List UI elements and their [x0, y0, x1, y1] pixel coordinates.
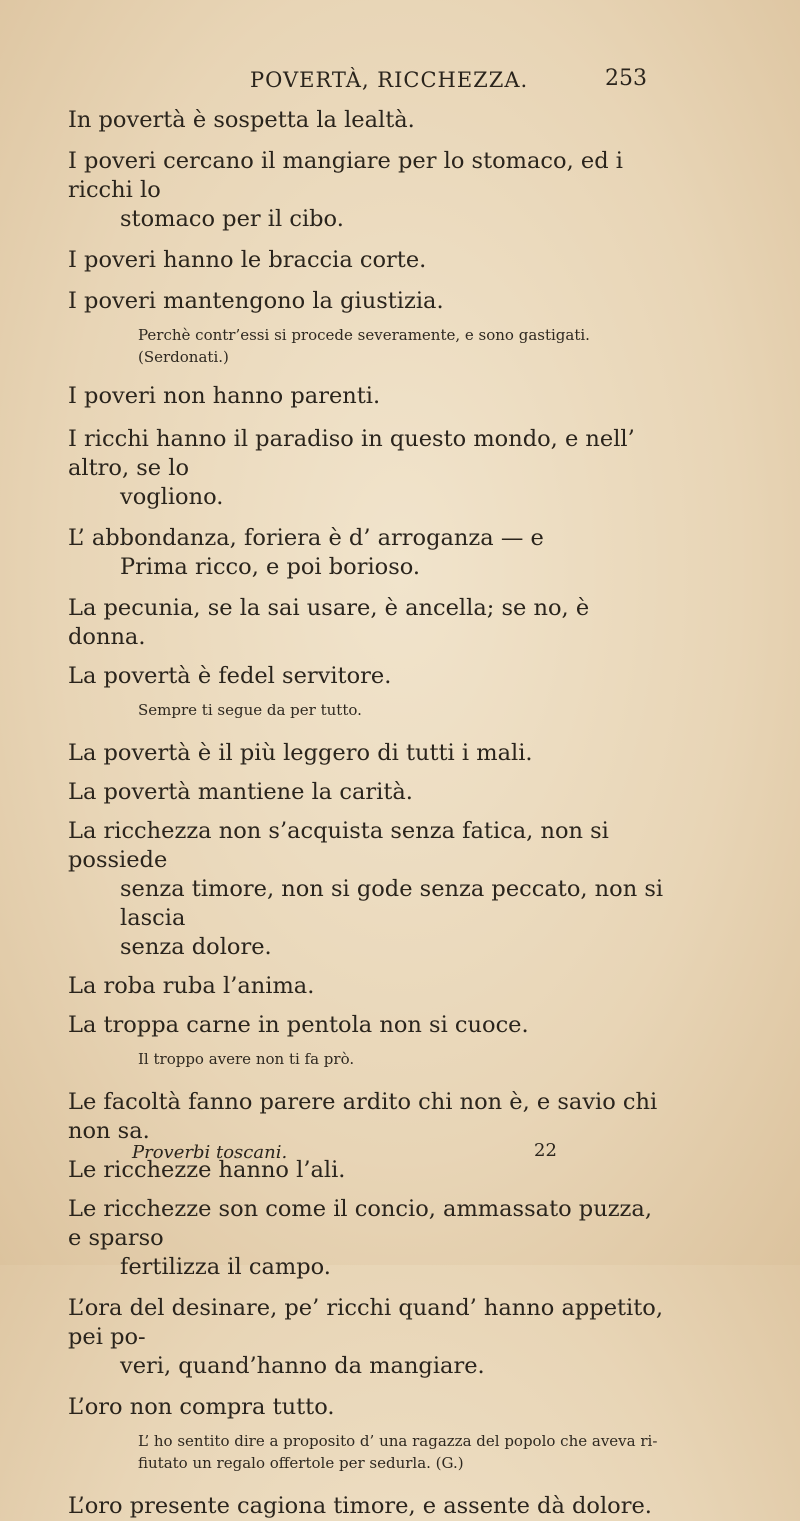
text-line: fertilizza il campo. — [120, 1254, 331, 1280]
text-line: Le ricchezze son come il concio, ammassato puzza, e sparso — [68, 1196, 652, 1251]
spacer — [68, 1282, 668, 1294]
proverb-entry — [68, 1393, 668, 1422]
spacer — [68, 1381, 668, 1393]
text-line: Le facoltà fanno parere ardito chi non è, e savio chi non sa. — [68, 1089, 658, 1144]
text-line: La pecunia, se la sai usare, è ancella; se no, è donna. — [68, 595, 590, 650]
text-line: Sempre ti segue da per tutto. — [138, 701, 362, 719]
text-line: veri, quand’hanno da mangiare. — [120, 1353, 485, 1379]
proverb-entry — [68, 246, 668, 275]
commentary-note — [68, 1430, 668, 1474]
spacer — [68, 962, 668, 972]
text-line: Perchè contr’essi si procede severamente, e sono gastigati. (Serdonati.) — [138, 326, 590, 366]
text-line: I poveri non hanno parenti. — [68, 383, 381, 409]
spacer — [68, 411, 668, 425]
spacer — [68, 135, 668, 147]
text-line: I poveri cercano il mangiare per lo stomaco, ed i ricchi lo — [68, 148, 623, 203]
text-line: I poveri mantengono la giustizia. — [68, 288, 444, 314]
text-line: L’ abbondanza, foriera è d’ arroganza — e — [68, 525, 544, 551]
proverb-entry — [68, 1088, 668, 1146]
proverb-list — [68, 106, 668, 1521]
text-line: senza timore, non si gode senza peccato, non si lascia — [120, 876, 664, 931]
spacer — [68, 316, 668, 324]
proverb-entry — [68, 778, 668, 807]
spacer — [68, 1474, 668, 1492]
text-line: L’oro presente cagiona timore, e assente dà dolore. — [68, 1493, 652, 1519]
proverb-entry — [68, 524, 668, 582]
spacer — [68, 1185, 668, 1195]
spacer — [68, 1070, 668, 1088]
text-line: vogliono. — [120, 484, 224, 510]
proverb-entry — [68, 972, 668, 1001]
commentary-note — [68, 699, 668, 721]
spacer — [68, 368, 668, 382]
page-footer — [132, 1142, 652, 1172]
text-line: I ricchi hanno il paradiso in questo mondo, e nell’ altro, se lo — [68, 426, 635, 481]
spacer — [68, 807, 668, 817]
text-line: La povertà è il più leggero di tutti i mali. — [68, 740, 533, 766]
spacer — [68, 768, 668, 778]
spacer — [68, 721, 668, 739]
text-line: stomaco per il cibo. — [120, 206, 344, 232]
page-number: 253 — [605, 66, 647, 91]
signature-mark: 22 — [534, 1140, 557, 1161]
text-line: Il troppo avere non ti fa prò. — [138, 1050, 355, 1068]
text-line: I poveri hanno le braccia corte. — [68, 247, 427, 273]
proverb-entry — [68, 106, 668, 135]
spacer — [68, 1422, 668, 1430]
text-line: fiutato un regalo offertole per sedurla. (G.) — [138, 1454, 464, 1472]
collection-title: Proverbi toscani. — [132, 1142, 288, 1163]
proverb-entry — [68, 382, 668, 411]
proverb-entry — [68, 1011, 668, 1040]
text-line: L’oro non compra tutto. — [68, 1394, 335, 1420]
proverb-entry — [68, 817, 668, 962]
spacer — [68, 275, 668, 287]
text-line: senza dolore. — [120, 934, 272, 960]
proverb-entry — [68, 147, 668, 234]
commentary-note — [68, 324, 668, 368]
text-line: Prima ricco, e poi borioso. — [120, 554, 421, 580]
text-line: In povertà è sospetta la lealtà. — [68, 107, 415, 133]
proverb-entry — [68, 1294, 668, 1381]
text-line: Le ricchezze hanno l’ali. — [68, 1157, 346, 1183]
text-line: La roba ruba l’anima. — [68, 973, 315, 999]
proverb-entry — [68, 1492, 668, 1521]
commentary-note — [68, 1048, 668, 1070]
spacer — [68, 234, 668, 246]
running-title: POVERTÀ, RICCHEZZA. — [250, 68, 529, 92]
spacer — [68, 582, 668, 594]
page-header — [0, 68, 800, 104]
proverb-entry — [68, 739, 668, 768]
proverb-entry — [68, 662, 668, 691]
text-line: La povertà è fedel servitore. — [68, 663, 392, 689]
proverb-entry — [68, 287, 668, 316]
proverb-entry — [68, 425, 668, 512]
spacer — [68, 512, 668, 524]
proverb-entry — [68, 1195, 668, 1282]
text-line: L’ora del desinare, pe’ ricchi quand’ hanno appetito, pei po- — [68, 1295, 663, 1350]
text-line: La troppa carne in pentola non si cuoce. — [68, 1012, 529, 1038]
spacer — [68, 652, 668, 662]
proverb-entry — [68, 594, 668, 652]
text-line: La ricchezza non s’acquista senza fatica, non si possiede — [68, 818, 609, 873]
spacer — [68, 1040, 668, 1048]
spacer — [68, 1001, 668, 1011]
text-line: La povertà mantiene la carità. — [68, 779, 413, 805]
spacer — [68, 691, 668, 699]
text-line: L’ ho sentito dire a proposito d’ una ragazza del popolo che aveva ri- — [138, 1432, 658, 1450]
